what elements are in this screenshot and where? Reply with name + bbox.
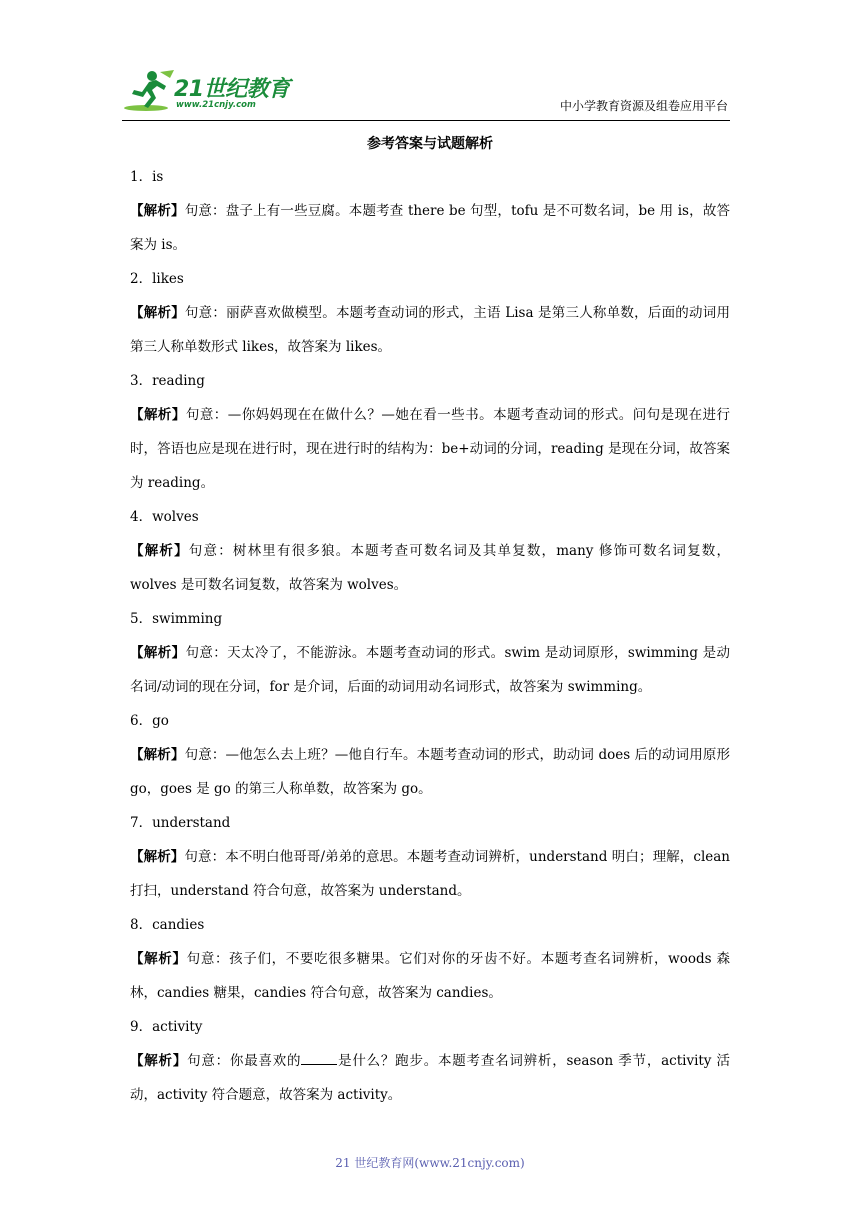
answer-number: 9．activity (130, 1019, 203, 1035)
explanation-text: 句意：树林里有很多狼。本题考查可数名词及其单复数，many 修饰可数名词复数，wolves 是可数名词复数，故答案为 wolves。 (130, 543, 730, 593)
explanation-tag: 【解析】 (130, 747, 185, 763)
explanation (130, 534, 730, 602)
answer-number: 5．swimming (130, 611, 223, 627)
site-logo (122, 68, 292, 114)
explanation-tag: 【解析】 (130, 407, 186, 423)
header-divider (122, 120, 730, 121)
explanation-tag: 【解析】 (130, 203, 185, 219)
explanation-text-start: 句意：你最喜欢的 (187, 1053, 302, 1069)
explanation (130, 738, 730, 806)
answer-blank (301, 1052, 337, 1065)
logo-url: www.21cnjy.com (176, 100, 256, 110)
explanation-text: 句意：孩子们，不要吃很多糖果。它们对你的牙齿不好。本题考查名词辨析，woods 森林，candies 糖果，candies 符合句意，故答案为 candies。 (130, 951, 731, 1001)
answer-list (130, 160, 730, 1112)
explanation (130, 194, 730, 262)
explanation-text: 句意：盘子上有一些豆腐。本题考查 there be 句型，tofu 是不可数名词，be 用 is，故答案为 is。 (130, 203, 730, 253)
answer-number: 3．reading (130, 373, 205, 389)
explanation-text: 句意：本不明白他哥哥/弟弟的意思。本题考查动词辨析，understand 明白；理解，clean 打扫，understand 符合句意，故答案为 understand。 (130, 849, 730, 899)
page-header (0, 0, 860, 125)
explanation-tag: 【解析】 (130, 849, 185, 865)
page-title: 参考答案与试题解析 (367, 136, 493, 152)
explanation-tag: 【解析】 (130, 645, 186, 661)
explanation (130, 296, 730, 364)
answer-number: 2．likes (130, 271, 184, 287)
page-footer: 21 世纪教育网(www.21cnjy.com) (335, 1156, 525, 1170)
runner-icon (122, 68, 178, 114)
answer-number: 6．go (130, 713, 169, 729)
explanation-text: 句意：—你妈妈现在在做什么？—她在看一些书。本题考查动词的形式。问句是现在进行时，答语也应是现在进行时，现在进行时的结构为：be+动词的分词，reading 是现在分词，故答案为 reading。 (130, 407, 731, 491)
explanation-text: 句意：天太冷了，不能游泳。本题考查动词的形式。swim 是动词原形，swimming 是动名词/动词的现在分词，for 是介词，后面的动词用动名词形式，故答案为 swimming。 (130, 645, 731, 695)
explanation-tag: 【解析】 (130, 305, 185, 321)
explanation (130, 398, 730, 500)
explanation (130, 840, 730, 908)
platform-slogan: 中小学教育资源及组卷应用平台 (559, 99, 728, 113)
explanation-tag: 【解析】 (130, 543, 189, 559)
explanation-text: 句意：丽萨喜欢做模型。本题考查动词的形式，主语 Lisa 是第三人称单数，后面的动词用第三人称单数形式 likes，故答案为 likes。 (130, 305, 730, 355)
explanation-tag: 【解析】 (130, 1053, 188, 1069)
explanation-text: 句意：—他怎么去上班？—他自行车。本题考查动词的形式，助动词 does 后的动词用原形 go，goes 是 go 的第三人称单数，故答案为 go。 (130, 747, 730, 797)
answer-number: 1．is (130, 169, 164, 185)
explanation (130, 942, 730, 1010)
answer-number: 8．candies (130, 917, 205, 933)
explanation-tag: 【解析】 (130, 951, 187, 967)
explanation (130, 1044, 730, 1112)
answer-number: 4．wolves (130, 509, 199, 525)
answer-number: 7．understand (130, 815, 231, 831)
explanation-text-end: 是什么？跑步。本题考查名词辨析，season 季节，activity 活动，activity 符合题意，故答案为 activity。 (130, 1053, 731, 1103)
logo-wordmark: 21世纪教育 (174, 77, 290, 102)
explanation (130, 636, 730, 704)
